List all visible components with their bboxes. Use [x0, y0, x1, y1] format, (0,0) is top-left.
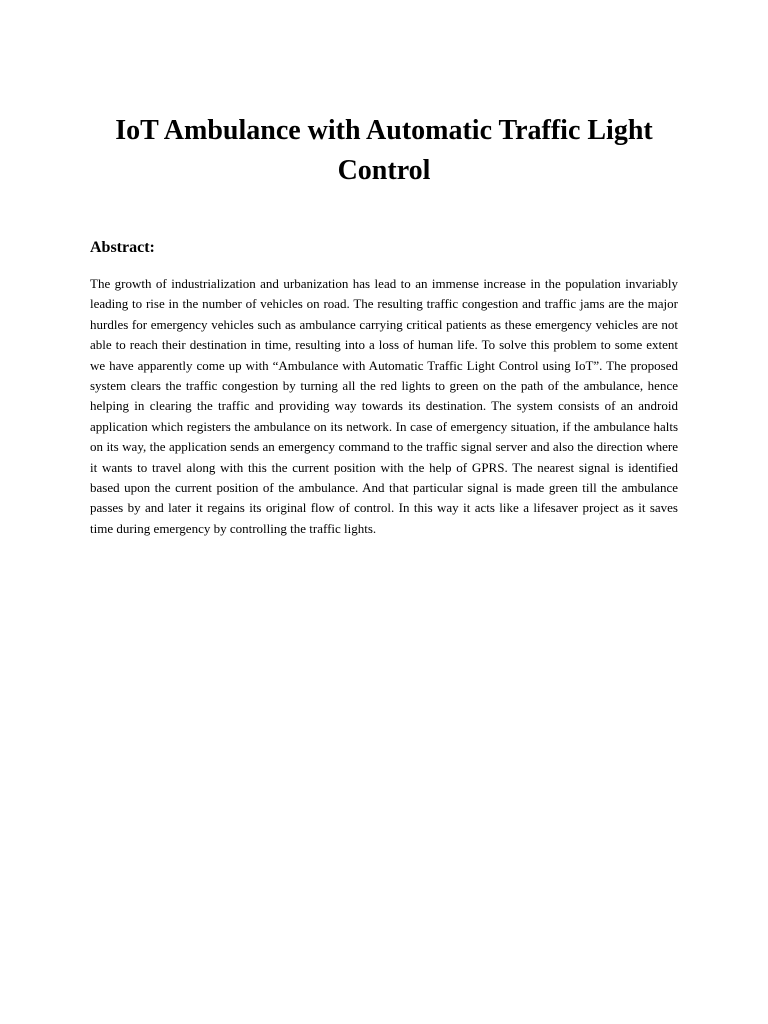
abstract-paragraph: The growth of industrialization and urbanization has lead to an immense increase in the population invariably leading to rise in the number of vehicles on road. The resulting traffic congestion and traffic jams are the major hurdles for emergency vehicles such as ambulance carrying critical patients as these emergency vehicles are not able to reach their destination in time, resulting into a loss of human life. To solve this problem to some extent we have apparently come up with “Ambulance with Automatic Traffic Light Control using IoT”. The proposed system clears the traffic congestion by turning all the red lights to green on the path of the ambulance, hence helping in clearing the traffic and providing way towards its destination. The system consists of an android application which registers the ambulance on its network. In case of emergency situation, if the ambulance halts on its way, the application sends an emergency command to the traffic signal server and also the direction where it wants to travel along with this the current position with the help of GPRS. The nearest signal is identified based upon the current position of the ambulance. And that particular signal is made green till the ambulance passes by and later it regains its original flow of control. In this way it acts like a lifesaver project as it saves time during emergency by controlling the traffic lights.	[90, 276, 678, 536]
abstract-heading: Abstract:	[90, 239, 155, 256]
document-title: IoT Ambulance with Automatic Traffic Light Control	[115, 115, 653, 186]
